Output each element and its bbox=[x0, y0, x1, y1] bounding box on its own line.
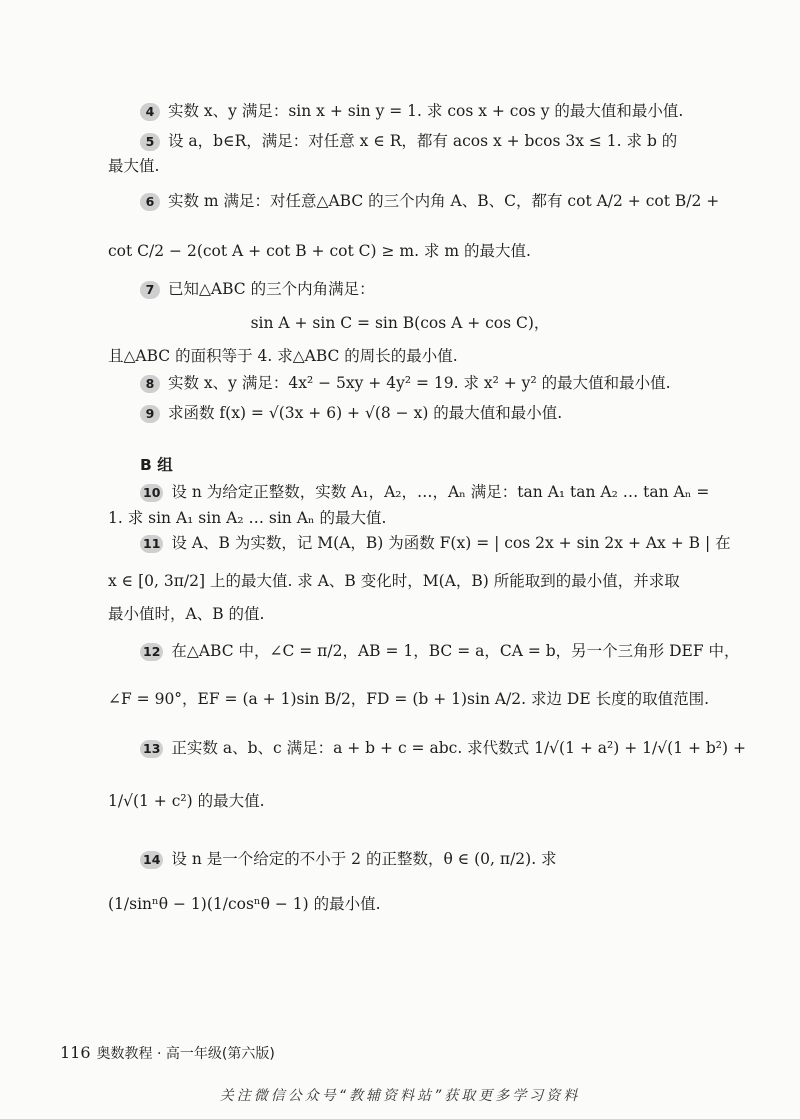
problem-number: 14 bbox=[140, 851, 163, 869]
problem-text-cont: (1/sinⁿθ − 1)(1/cosⁿθ − 1) 的最小值. bbox=[108, 895, 381, 913]
watermark-text: 关注微信公众号“教辅资料站”获取更多学习资料 bbox=[219, 1088, 581, 1104]
problem-text: 设 n 是一个给定的不小于 2 的正整数，θ ∈ (0, π/2). 求 bbox=[171, 850, 557, 868]
problem-number: 9 bbox=[140, 405, 160, 423]
problem-text: 在△ABC 中，∠C = π/2，AB = 1，BC = a，CA = b，另一个三角形 DEF 中， bbox=[171, 642, 740, 660]
problem-number: 10 bbox=[140, 484, 163, 502]
problem-text: 实数 x、y 满足：4x² − 5xy + 4y² = 19. 求 x² + y² 的最大值和最小值. bbox=[168, 374, 671, 392]
problem-text: 实数 m 满足：对任意△ABC 的三个内角 A、B、C，都有 cot A/2 + cot B/2 + bbox=[168, 192, 720, 210]
problem-text-cont: 最大值. bbox=[108, 157, 160, 175]
problem-text: 正实数 a、b、c 满足：a + b + c = abc. 求代数式 1/√(1 + a²) + 1/√(1 + b²) + bbox=[171, 739, 746, 757]
problem-number: 6 bbox=[140, 193, 160, 211]
problem-text-cont: ∠F = 90°，EF = (a + 1)sin B/2，FD = (b + 1)sin A/2. 求边 DE 长度的取值范围. bbox=[108, 690, 710, 708]
problem-text-cont: cot C/2 − 2(cot A + cot B + cot C) ≥ m. 求 m 的最大值. bbox=[108, 242, 531, 260]
problem-number: 5 bbox=[140, 133, 160, 151]
problem-number: 13 bbox=[140, 740, 163, 758]
problem-number: 8 bbox=[140, 375, 160, 393]
book-title: 奥数教程 · 高一年级(第六版) bbox=[96, 1046, 275, 1062]
problem-text-cont: 且△ABC 的面积等于 4. 求△ABC 的周长的最小值. bbox=[108, 347, 458, 365]
problem-text: 设 a，b∈R，满足：对任意 x ∈ R，都有 acos x + bcos 3x ≤ 1. 求 b 的 bbox=[168, 132, 678, 150]
problem-text: 设 n 为给定正整数，实数 A₁，A₂，…，Aₙ 满足：tan A₁ tan A₂ … tan Aₙ = bbox=[171, 483, 710, 501]
problem-text-cont: 1/√(1 + c²) 的最大值. bbox=[108, 792, 265, 810]
problem-number: 12 bbox=[140, 643, 163, 661]
problem-text-cont: 最小值时，A、B 的值. bbox=[108, 605, 265, 623]
problem-text: 求函数 f(x) = √(3x + 6) + √(8 − x) 的最大值和最小值. bbox=[168, 404, 563, 422]
problem-text: 实数 x、y 满足：sin x + sin y = 1. 求 cos x + cos y 的最大值和最小值. bbox=[168, 102, 684, 120]
page-footer bbox=[60, 1043, 275, 1063]
problem-text-cont: 1. 求 sin A₁ sin A₂ … sin Aₙ 的最大值. bbox=[108, 509, 387, 527]
problem-text: 已知△ABC 的三个内角满足： bbox=[168, 280, 375, 298]
group-b-heading: B 组 bbox=[140, 456, 173, 474]
problem-text: 设 A、B 为实数，记 M(A，B) 为函数 F(x) = | cos 2x + sin 2x + Ax + B | 在 bbox=[171, 534, 731, 552]
problem-formula: sin A + sin C = sin B(cos A + cos C)， bbox=[250, 314, 550, 332]
page-number: 116 bbox=[60, 1043, 91, 1062]
problem-text-cont: x ∈ [0, 3π/2] 上的最大值. 求 A、B 变化时，M(A，B) 所能取到的最小值，并求取 bbox=[108, 572, 680, 590]
problem-number: 7 bbox=[140, 281, 160, 299]
problem-number: 4 bbox=[140, 103, 160, 121]
problem-number: 11 bbox=[140, 535, 163, 553]
